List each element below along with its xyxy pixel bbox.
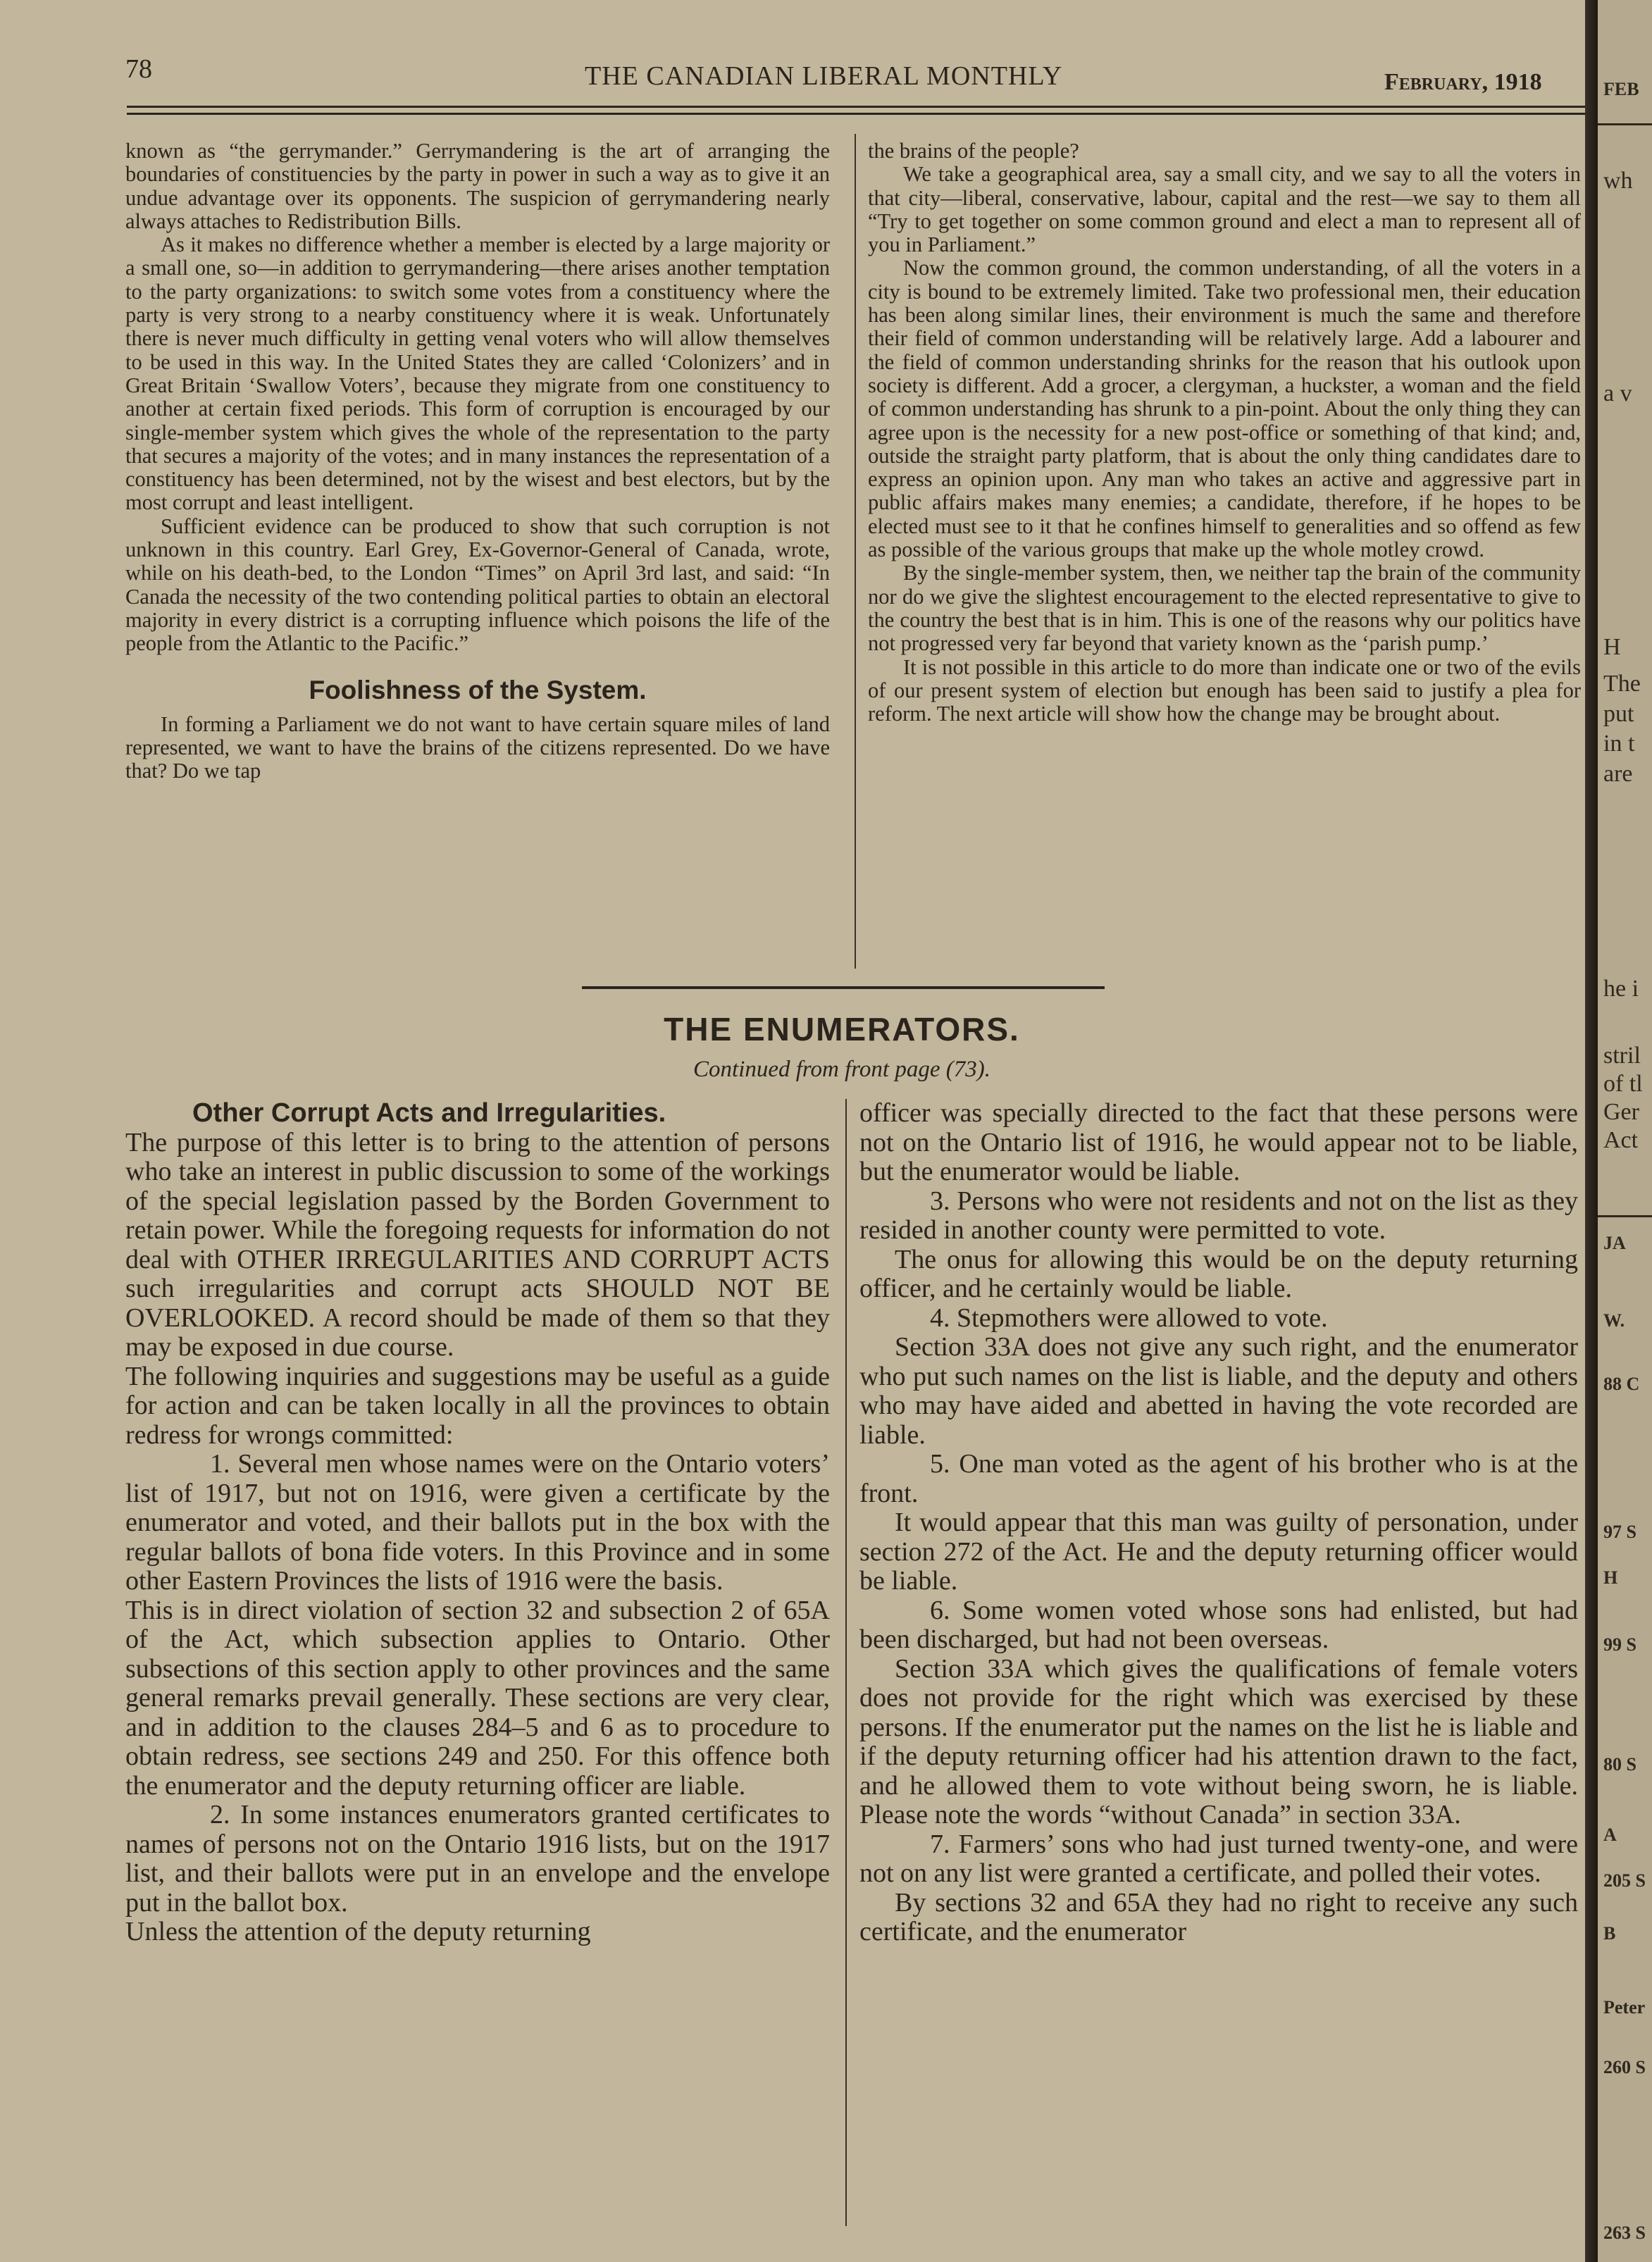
paragraph: 3. Persons who were not residents and not on the list as they resided in another county were permitted to vote. xyxy=(859,1186,1578,1245)
adjacent-page-fragment: are xyxy=(1603,761,1633,787)
adjacent-page-fragment: B xyxy=(1603,1923,1616,1944)
section-subheading: Foolishness of the System. xyxy=(309,675,647,704)
section-subheading: Other Corrupt Acts and Irregularities. xyxy=(192,1098,666,1128)
paragraph: 5. One man voted as the agent of his brother who is at the front. xyxy=(859,1449,1578,1508)
adjacent-page-fragment: 260 S xyxy=(1603,2057,1646,2077)
paragraph: 4. Stepmothers were allowed to vote. xyxy=(930,1303,1328,1333)
paragraph: Unless the attention of the deputy returning xyxy=(125,1917,591,1946)
adjacent-page-fragment: 88 C xyxy=(1603,1374,1640,1394)
adjacent-page-fragment: The xyxy=(1603,671,1641,697)
paragraph: Now the common ground, the common understanding, of all the voters in a city is bound to be extremely limited. Take two professional men, their education has been along similar lines, their environment is much the same and therefore their field of common understanding will be relatively large. Add a labourer and the field of common understanding shrinks for the reason that his outlook upon society is different. Add a grocer, a clergyman, a huckster, a woman and the field of common understanding has shrunk to a pin-point. About the only thing they can agree upon is the necessity for a new post-office or something of that kind; and, outside the straight party platform, that is about the only thing candidates dare to express an opinion upon. Any man who takes an active and aggressive part in public affairs makes many enemies; a candidate, therefore, if he hopes to be elected must see to it that he confines himself to generalities and so offend as few as possible of the various groups that make up the whole motley crowd. xyxy=(868,256,1581,562)
paragraph: The purpose of this letter is to bring to the attention of persons who take an interest in public discussion to some of the workings of the special legislation passed by the Borden Government to retain power. While the foregoing requests for information do not deal with OTHER IRREGULARITIES AND CORRUPT ACTS such irregularities and corrupt acts SHOULD NOT BE OVERLOOKED. A record should be made of them so that they may be exposed in due course. xyxy=(125,1127,830,1362)
article-title: THE ENUMERATORS. xyxy=(664,1011,1020,1048)
paragraph: This is in direct violation of section 32 and subsection 2 of 65A of the Act, which subsection applies to Ontario. Other subsections of this section apply to other provinces and the same general remarks prevail generally. These sections are very clear, and in addition to the clauses 284–5 and 6 as to procedure to obtain redress, see sections 249 and 250. For this offence both the enumerator and the deputy returning officer are liable. xyxy=(125,1595,830,1801)
adjacent-page-strip xyxy=(1598,0,1652,2262)
paragraph: By sections 32 and 65A they had no right to receive any such certificate, and the enumerator xyxy=(859,1887,1578,1946)
column-divider-bottom xyxy=(845,1099,847,2226)
bottom-right-column xyxy=(859,1099,1578,1947)
adjacent-page-fragment: stril xyxy=(1603,1043,1641,1069)
paragraph: 1. Several men whose names were on the Ontario voters’ list of 1917, but not on 1916, were given a certificate by the enumerator and voted, and their ballots put in the box with the regular ballots of bona fide voters. In this Province and in some other Eastern Provinces the lists of 1916 were the basis. xyxy=(125,1449,830,1596)
adjacent-page-fragment: FEB xyxy=(1603,79,1639,99)
page-number: 78 xyxy=(125,54,152,84)
paragraph: As it makes no difference whether a member is elected by a large majority or a small one, so—in addition to gerrymandering—there arises another temptation to the party organizations: to switch some votes from a constituency where the party is very strong to a nearby constituency where it is weak. Unfortunately there is never much difficulty in getting venal voters who will allow themselves to be used in this way. In the United States they are called ‘Colonizers’ and in Great Britain ‘Swallow Voters’, because they migrate from one constituency to another at certain fixed periods. This form of corruption is encouraged by our single-member system which gives the whole of the representation to the party that secures a majority of the votes; and in many instances the representation of a constituency has been determined, not by the wisest and best electors, but by the most corrupt and least intelligent. xyxy=(125,232,830,515)
column-divider-top xyxy=(855,134,856,969)
adjacent-page-fragment: he i xyxy=(1603,976,1639,1002)
adjacent-page-fragment: Act xyxy=(1603,1127,1639,1153)
binding-gutter xyxy=(1585,0,1598,2262)
paragraph: It is not possible in this article to do more than indicate one or two of the evils of our present system of election but enough has been said to justify a plea for reform. The next article will show how the change may be brought about. xyxy=(868,654,1581,726)
paragraph: 6. Some women voted whose sons had enlisted, but had been discharged, but had not been overseas. xyxy=(859,1595,1578,1654)
continued-note: Continued from front page (73). xyxy=(693,1057,990,1082)
top-left-column xyxy=(125,139,830,783)
adjacent-page-fragment: H xyxy=(1603,1567,1618,1588)
paragraph: 7. Farmers’ sons who had just turned twenty-one, and were not on any list were granted a certificate, and polled their votes. xyxy=(859,1829,1578,1888)
paragraph: By the single-member system, then, we neither tap the brain of the community nor do we give the slightest encouragement to the elected representative to give to the country the best that is in him. This is one of the reasons why our politics have not progressed very far beyond that variety known as the ‘parish pump.’ xyxy=(868,561,1581,656)
paragraph: known as “the gerrymander.” Gerrymandering is the art of arranging the boundaries of constituencies by the party in power in such a way as to give it an undue advantage over its opponents. The suspicion of gerrymandering nearly always attaches to Redistribution Bills. xyxy=(125,139,830,233)
journal-title: THE CANADIAN LIBERAL MONTHLY xyxy=(585,61,1063,91)
header-rule-secondary xyxy=(127,113,1585,115)
paragraph: We take a geographical area, say a small city, and we say to all the voters in that city—liberal, conservative, labour, capital and the rest—we say to them all “Try to get together on some common ground and elect a man to represent all of you in Parliament.” xyxy=(868,162,1581,257)
paragraph: The following inquiries and suggestions may be useful as a guide for action and can be taken locally in all the provinces to obtain redress for wrongs committed: xyxy=(125,1361,830,1450)
adjacent-page-fragment: 263 S xyxy=(1603,2223,1646,2243)
adjacent-page-fragment: 205 S xyxy=(1603,1870,1646,1891)
running-head xyxy=(0,49,1585,99)
adjacent-page-fragment: W. xyxy=(1603,1310,1625,1331)
paragraph: 2. In some instances enumerators granted certificates to names of persons not on the Ontario 1916 lists, but on the 1917 list, and their ballots were put in an envelope and the envelope put in the ballot box. xyxy=(125,1800,830,1918)
article-separator-rule xyxy=(582,986,1105,989)
adjacent-page-fragment: A xyxy=(1603,1825,1617,1845)
issue-date: February, 1918 xyxy=(1384,69,1542,95)
adjacent-page-fragment: wh xyxy=(1603,168,1633,194)
adjacent-page-fragment: H xyxy=(1603,634,1621,660)
paragraph: Sufficient evidence can be produced to show that such corruption is not unknown in this country. Earl Grey, Ex-Governor-General of Canada, wrote, while on his death-bed, to the London “Times” on April 3rd last, and said: “In Canada the necessity of the two contending political parties to obtain an electoral majority in every district is a corrupting influence which poisons the life of the people from the Atlantic to the Pacific.” xyxy=(125,514,830,656)
adjacent-page-fragment: Peter xyxy=(1603,1997,1646,2018)
adjacent-page-fragment: 80 S xyxy=(1603,1754,1637,1775)
header-rule xyxy=(127,106,1585,108)
paragraph: In forming a Parliament we do not want to have certain square miles of land represented, we want to have the brains of the citizens represented. Do we have that? Do we tap xyxy=(125,711,830,783)
adjacent-page-fragment: in t xyxy=(1603,731,1635,757)
adjacent-page-fragment: a v xyxy=(1603,380,1632,406)
paragraph: officer was specially directed to the fact that these persons were not on the Ontario list of 1916, he would appear not to be liable, but the enumerator would be liable. xyxy=(859,1098,1578,1186)
top-right-column xyxy=(868,139,1581,726)
adjacent-page-fragment: put xyxy=(1603,701,1634,727)
adjacent-page-fragment: 97 S xyxy=(1603,1522,1637,1542)
paragraph: It would appear that this man was guilty of personation, under section 272 of the Act. He and the deputy returning officer would be liable. xyxy=(859,1508,1578,1596)
adjacent-page-fragment: of tl xyxy=(1603,1071,1643,1097)
paragraph: The onus for allowing this would be on the deputy returning officer, and he certainly would be liable. xyxy=(859,1244,1578,1303)
paragraph: Section 33A does not give any such right, and the enumerator who put such names on the list is liable, and the deputy and others who may have aided and abetted in having the vote recorded are liable. xyxy=(859,1332,1578,1450)
adjacent-page-fragment: JA xyxy=(1603,1233,1626,1253)
adjacent-page-rule xyxy=(1598,1215,1652,1217)
paragraph: Section 33A which gives the qualifications of female voters does not provide for the right which was exercised by these persons. If the enumerator put the names on the list he is liable and if the deputy returning officer had his attention drawn to the fact, and he allowed them to vote without being sworn, he is liable. Please note the words “without Canada” in section 33A. xyxy=(859,1653,1578,1829)
adjacent-page-fragment: Ger xyxy=(1603,1099,1639,1125)
bottom-left-column xyxy=(125,1099,830,1947)
paragraph: the brains of the people? xyxy=(868,139,1079,163)
adjacent-page-rule xyxy=(1598,123,1652,125)
adjacent-page-fragment: 99 S xyxy=(1603,1634,1637,1655)
